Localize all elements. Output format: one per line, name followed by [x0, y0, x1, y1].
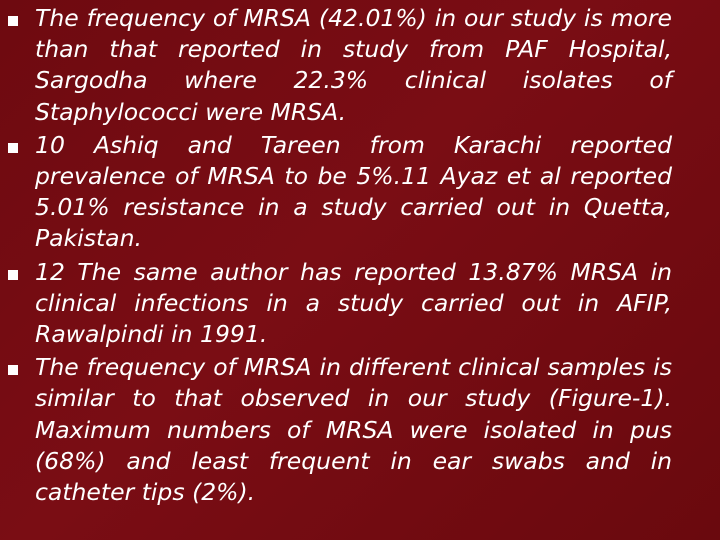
bullet-item	[8, 130, 672, 255]
bullet-text: 10 Ashiq and Tareen from Karachi reported prevalence of MRSA to be 5%.11 Ayaz et al reported 5.01% resistance in a study carried out in Quetta, Pakistan.	[35, 130, 672, 253]
square-bullet-icon	[8, 16, 18, 26]
bullet-item	[8, 257, 672, 351]
bullet-item	[8, 3, 672, 128]
square-bullet-icon	[8, 270, 18, 280]
square-bullet-icon	[8, 365, 18, 375]
bullet-text: The frequency of MRSA in different clinical samples is similar to that observed in our study (Figure-1). Maximum numbers of MRSA were isolated in pus (68%) and least frequent in ear swabs and in catheter tips (2%).	[35, 353, 672, 507]
bullet-text: The frequency of MRSA (42.01%) in our study is more than that reported in study from PAF Hospital, Sargodha where 22.3% clinical isolates of Staphylococci were MRSA.	[35, 4, 672, 126]
square-bullet-icon	[8, 143, 18, 153]
bullet-text: 12 The same author has reported 13.87% MRSA in clinical infections in a study carried out in AFIP, Rawalpindi in 1991.	[35, 257, 672, 349]
bullet-item	[8, 352, 672, 508]
bullet-list	[8, 3, 672, 510]
